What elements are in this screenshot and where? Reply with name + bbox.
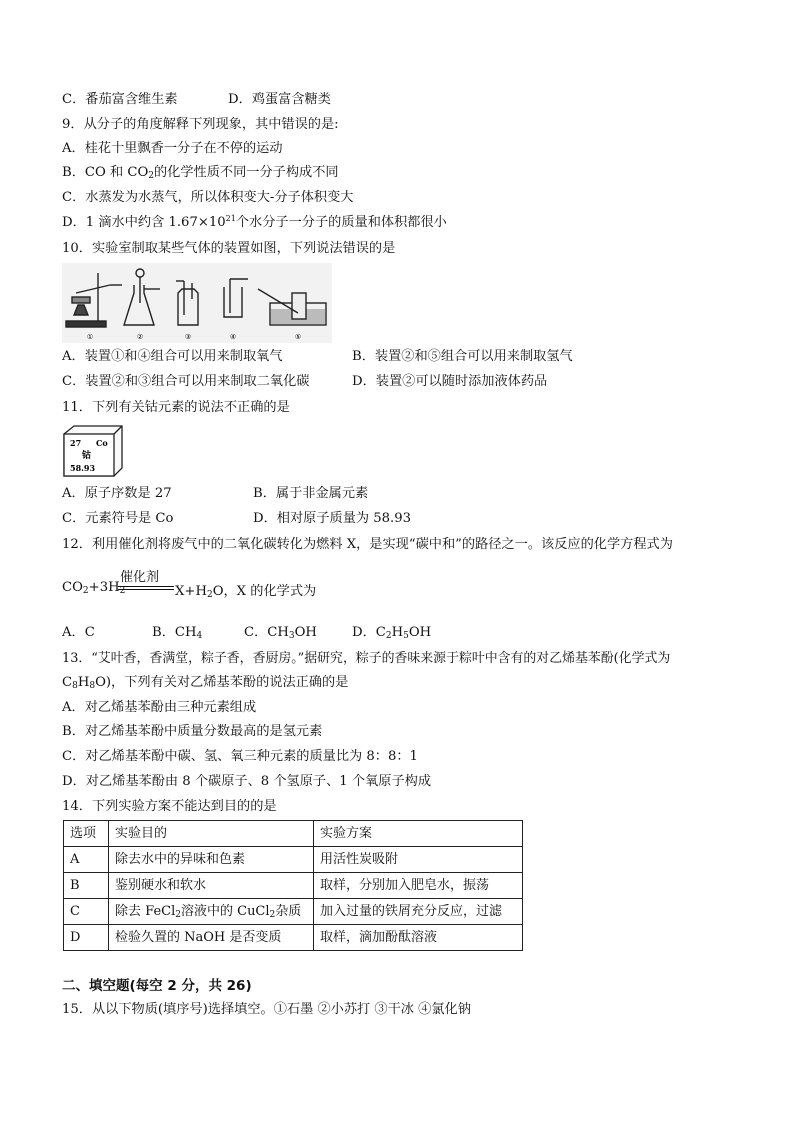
q13-stem-line1: 13．“艾叶香，香满堂，粽子香，香厨房。”据研究，粽子的香味来源于粽叶中含有的对乙烯基苯酚(化学式为 (62, 651, 671, 666)
apparatus-label-3: ③ (184, 333, 192, 341)
row-option: A (64, 847, 109, 873)
q11-option-b: B．属于非金属元素 (253, 486, 369, 501)
q9-option-b: B．CO 和 $CO_2$的化学性质不同一分子构成不同 (62, 165, 339, 181)
equation-double-line (118, 586, 174, 590)
q12-stem: 12．利用催化剂将废气中的二氧化碳转化为燃料 X，是实现“碳中和”的路径之一。该反应的化学方程式为 (62, 537, 673, 552)
q13-option-b: B．对乙烯基苯酚中质量分数最高的是氢元素 (62, 724, 323, 739)
lab-apparatus-figure (62, 263, 332, 343)
q15-stem: 15．从以下物质(填序号)选择填空。①石墨 ②小苏打 ③干冰 ④氯化钠 (62, 1002, 471, 1017)
row-purpose: 除去水中的异味和色素 (109, 847, 314, 873)
table-header-option: 选项 (64, 821, 109, 847)
row-plan: 用活性炭吸附 (314, 847, 523, 873)
table-row (64, 899, 523, 925)
q10-option-a: A．装置①和④组合可以用来制取氧气 (62, 349, 283, 364)
table-row (64, 873, 523, 899)
row-purpose: 除去 FeCl$_2$溶液中的 CuCl$_2$杂质 (109, 899, 314, 925)
q10-option-b: B．装置②和⑤组合可以用来制取氢气 (352, 349, 573, 364)
q9-option-d: D．1 滴水中约含 $1.67\times 10^{21}$个水分子一分子的质量和体积都很小 (62, 214, 447, 230)
q8-option-d: D．鸡蛋富含糖类 (228, 92, 331, 107)
q10-option-c: C．装置②和③组合可以用来制取二氧化碳 (62, 374, 310, 389)
table-row (64, 847, 523, 873)
q12-option-c: C．$CH_3OH$ (244, 625, 317, 641)
row-plan: 取样，滴加酚酞溶液 (314, 925, 523, 951)
row-purpose: 检验久置的 NaOH 是否变质 (109, 925, 314, 951)
q12-equation: 催化剂 $CO_2+3H_2$ $X+H_2O$，X 的化学式为 (62, 566, 482, 606)
catalyst-label: 催化剂 (120, 570, 160, 585)
q12-option-a: A．C (62, 625, 95, 640)
row-option: B (64, 873, 109, 899)
section-title: 二、填空题(每空 2 分，共 26) (62, 978, 252, 994)
q10-option-d: D．装置②可以随时添加液体药品 (352, 374, 548, 389)
q11-option-c: C．元素符号是 Co (62, 511, 174, 526)
q9-option-a: A．桂花十里飘香一分子在不停的运动 (62, 141, 283, 156)
q12-option-d: D．$C_2H_5OH$ (352, 625, 432, 641)
table-header-row (64, 821, 523, 847)
apparatus-label-4: ④ (229, 333, 237, 341)
q14-stem: 14．下列实验方案不能达到目的的是 (62, 799, 277, 814)
q13-option-c: C．对乙烯基苯酚中碳、氢、氧三种元素的质量比为 8：8：1 (62, 749, 418, 764)
q8-option-c: C．番茄富含维生素 (62, 92, 178, 107)
table-header-plan: 实验方案 (314, 821, 523, 847)
row-plan: 取样，分别加入肥皂水，振荡 (314, 873, 523, 899)
element-symbol: Co (96, 438, 108, 448)
apparatus-label-1: ① (86, 333, 94, 341)
q11-option-d: D．相对原子质量为 58.93 (253, 511, 412, 526)
cobalt-element-card (62, 424, 124, 478)
q12-option-b: B．$CH_4$ (152, 625, 203, 641)
table-header-purpose: 实验目的 (109, 821, 314, 847)
apparatus-label-5: ⑤ (294, 333, 302, 341)
q9-option-c: C．水蒸发为水蒸气，所以体积变大-分子体积变大 (62, 190, 354, 205)
q13-option-d: D．对乙烯基苯酚由 8 个碳原子、8 个氢原子、1 个氧原子构成 (62, 774, 432, 789)
element-name: 钴 (82, 451, 92, 461)
q13-option-a: A．对乙烯基苯酚由三种元素组成 (62, 700, 257, 715)
q10-stem: 10．实验室制取某些气体的装置如图，下列说法错误的是 (62, 241, 396, 256)
apparatus-label-2: ② (136, 333, 144, 341)
q9-stem: 9．从分子的角度解释下列现象，其中错误的是: (62, 117, 339, 132)
q11-stem: 11．下列有关钴元素的说法不正确的是 (62, 400, 290, 415)
row-purpose: 鉴别硬水和软水 (109, 873, 314, 899)
element-number: 27 (70, 438, 82, 448)
row-plan: 加入过量的铁屑充分反应，过滤 (314, 899, 523, 925)
experiment-table (63, 820, 523, 951)
q11-option-a: A．原子序数是 27 (62, 486, 172, 501)
row-option: D (64, 925, 109, 951)
table-row (64, 925, 523, 951)
element-mass: 58.93 (70, 463, 96, 473)
q13-stem-line2: $C_8H_8O$)，下列有关对乙烯基苯酚的说法正确的是 (62, 675, 349, 691)
row-option: C (64, 899, 109, 925)
